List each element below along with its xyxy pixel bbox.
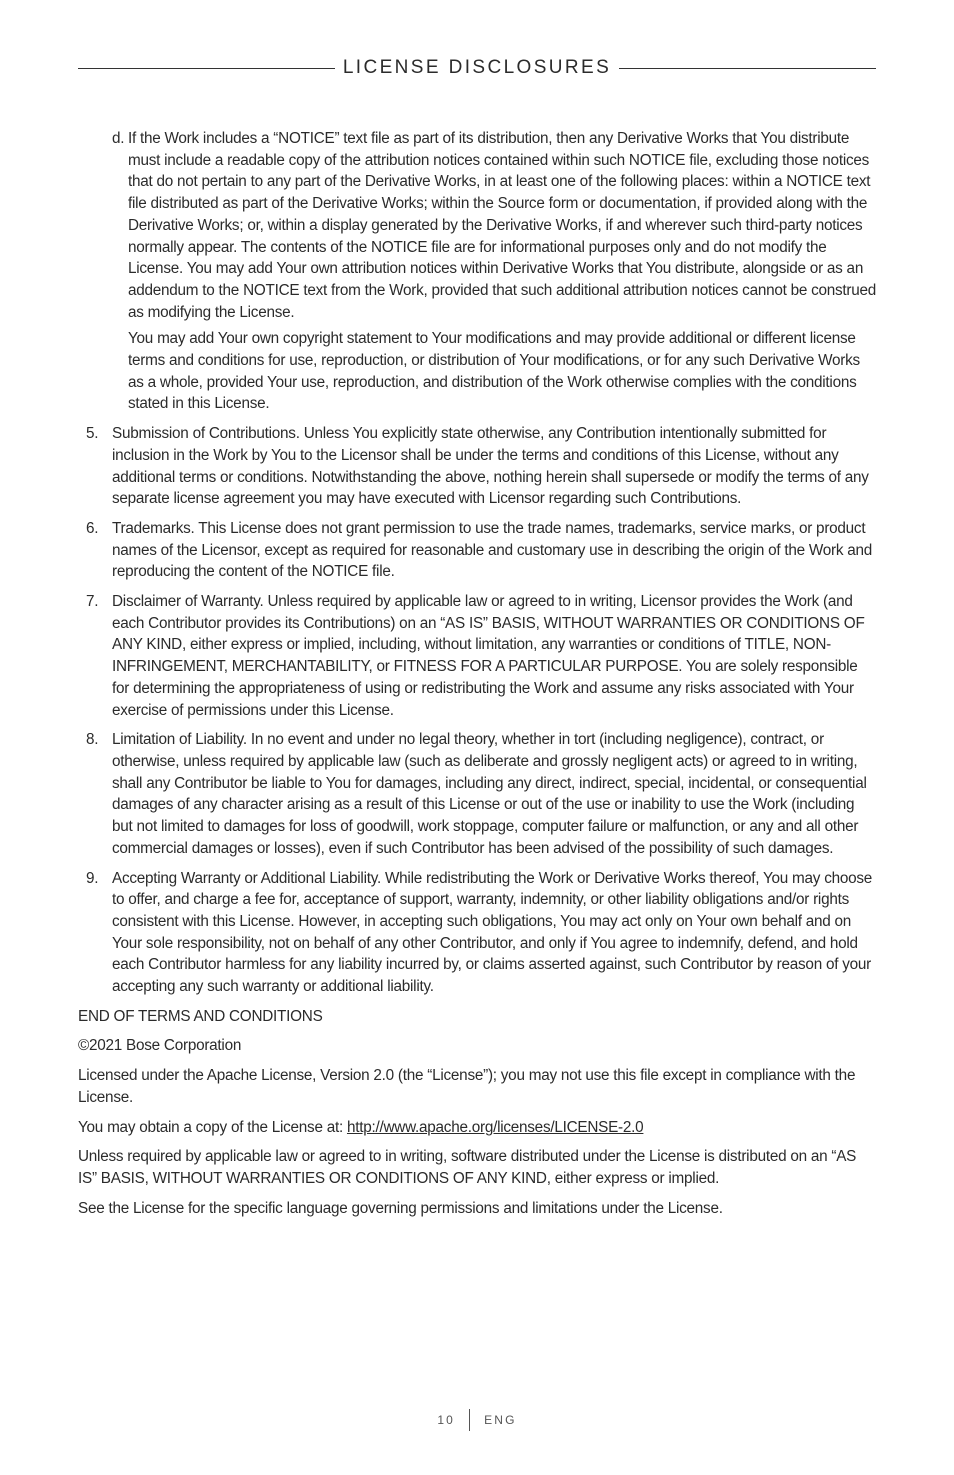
header-rule-right bbox=[619, 68, 876, 69]
footer-separator bbox=[469, 1409, 470, 1431]
clause-text: Disclaimer of Warranty. Unless required by applicable law or agreed to in writing, Licensor provides the Work (and each Contributor provides its Contributions) on an “AS IS” BASIS, WITHOUT WARRANTIES OR CONDITIONS OF ANY KIND, either express or implied, including, without limitation, any warranties or conditions of TITLE, NON-INFRINGEMENT, MERCHANTABILITY, or FITNESS FOR A PARTICULAR PURPOSE. You are solely responsible for determining the appropriateness of using or redistributing the Work and assume any risks associated with Your exercise of permissions under this License. bbox=[112, 593, 865, 719]
clause-d-paragraph-2: You may add Your own copyright statement to Your modifications and may provide additional or different license terms and conditions for use, reproduction, or distribution of Your modifications, or for any such Derivative Works as a whole, provided Your use, reproduction, and distribution of the Work otherwise complies with the conditions stated in this License. bbox=[128, 330, 860, 413]
clause-text: Limitation of Liability. In no event and under no legal theory, whether in tort (including negligence), contract, or otherwise, unless required by applicable law (such as deliberate and grossly negligent acts) or agreed to in writing, shall any Contributor be liable to You for damages, including any direct, indirect, special, incidental, or consequential damages of any character arising as a result of this License or out of the use or inability to use the Work (including but not limited to damages for loss of goodwill, work stoppage, computer failure or malfunction, or any and all other commercial damages or losses), even if such Contributor has been advised of the possibility of such damages. bbox=[112, 731, 867, 857]
clause-number: 7. bbox=[86, 593, 99, 611]
obtain-license-text: You may obtain a copy of the License at: bbox=[78, 1118, 347, 1136]
language-code: ENG bbox=[484, 1413, 517, 1427]
obtain-license bbox=[78, 1117, 878, 1139]
end-of-terms: END OF TERMS AND CONDITIONS bbox=[78, 1007, 323, 1025]
clause-number: 9. bbox=[86, 869, 99, 887]
clause-d bbox=[112, 128, 878, 415]
clause-8 bbox=[78, 729, 878, 859]
clause-number: 8. bbox=[86, 731, 99, 749]
clause-text: Trademarks. This License does not grant permission to use the trade names, trademarks, service marks, or product names of the Licensor, except as required for reasonable and customary use in describing the origin of the Work and reproducing the content of the NOTICE file. bbox=[112, 519, 873, 581]
clause-d-paragraph-1: If the Work includes a “NOTICE” text file as part of its distribution, then any Derivative Works that You distribute must include a readable copy of the attribution notices contained within such NOTICE file, excluding those notices that do not pertain to any part of the Derivative Works, in at least one of the following places: within a NOTICE text file distributed as part of the Derivative Works; within the Source form or documentation, if provided along with the Derivative Works; or, within a display generated by the Derivative Works, if and wherever such third-party notices normally appear. The contents of the NOTICE file are for informational purposes only and do not modify the License. You may add Your own attribution notices within Derivative Works that You distribute, alongside or as an addendum to the NOTICE text from the Work, provided that such additional attribution notices cannot be construed as modifying the License. bbox=[128, 130, 877, 321]
clause-7 bbox=[78, 591, 878, 721]
license-link[interactable]: http://www.apache.org/licenses/LICENSE-2.0 bbox=[346, 1118, 644, 1136]
warranty-disclaimer: Unless required by applicable law or agreed to in writing, software distributed under the License is distributed on an “AS IS” BASIS, WITHOUT WARRANTIES OR CONDITIONS OF ANY KIND, either express or implied. bbox=[78, 1148, 857, 1187]
clause-number: 5. bbox=[86, 425, 99, 443]
clause-5 bbox=[78, 423, 878, 510]
clause-6 bbox=[78, 518, 878, 583]
clause-number: 6. bbox=[86, 519, 99, 537]
clause-text: Accepting Warranty or Additional Liability. While redistributing the Work or Derivative Works thereof, You may choose to offer, and charge a fee for, acceptance of support, warranty, indemnity, or other liability obligations and/or rights consistent with this License. However, in accepting such obligations, You may act only on Your own behalf and on Your sole responsibility, not on behalf of any other Contributor, and only if You agree to indemnify, defend, and hold each Contributor harmless for any liability incurred by, or claims asserted against, such Contributor by reason of your accepting any such warranty or additional liability. bbox=[112, 869, 873, 996]
clause-d-marker: d. bbox=[112, 130, 125, 147]
page-header bbox=[78, 56, 876, 80]
page-title: LICENSE DISCLOSURES bbox=[342, 57, 612, 78]
see-license: See the License for the specific language governing permissions and limitations under the License. bbox=[78, 1199, 723, 1217]
licensed-statement: Licensed under the Apache License, Version 2.0 (the “License”); you may not use this file except in compliance with the License. bbox=[78, 1067, 856, 1106]
copyright-notice: ©2021 Bose Corporation bbox=[78, 1037, 242, 1055]
header-rule-left bbox=[78, 68, 335, 69]
page-footer bbox=[0, 1409, 954, 1431]
page-number: 10 bbox=[437, 1413, 456, 1427]
clause-9 bbox=[78, 868, 878, 998]
license-body bbox=[78, 128, 878, 1219]
clause-text: Submission of Contributions. Unless You explicitly state otherwise, any Contribution intentionally submitted for inclusion in the Work by You to the Licensor shall be under the terms and conditions of this License, without any additional terms or conditions. Notwithstanding the above, nothing herein shall supersede or modify the terms of any separate license agreement you may have executed with Licensor regarding such Contributions. bbox=[112, 425, 869, 508]
